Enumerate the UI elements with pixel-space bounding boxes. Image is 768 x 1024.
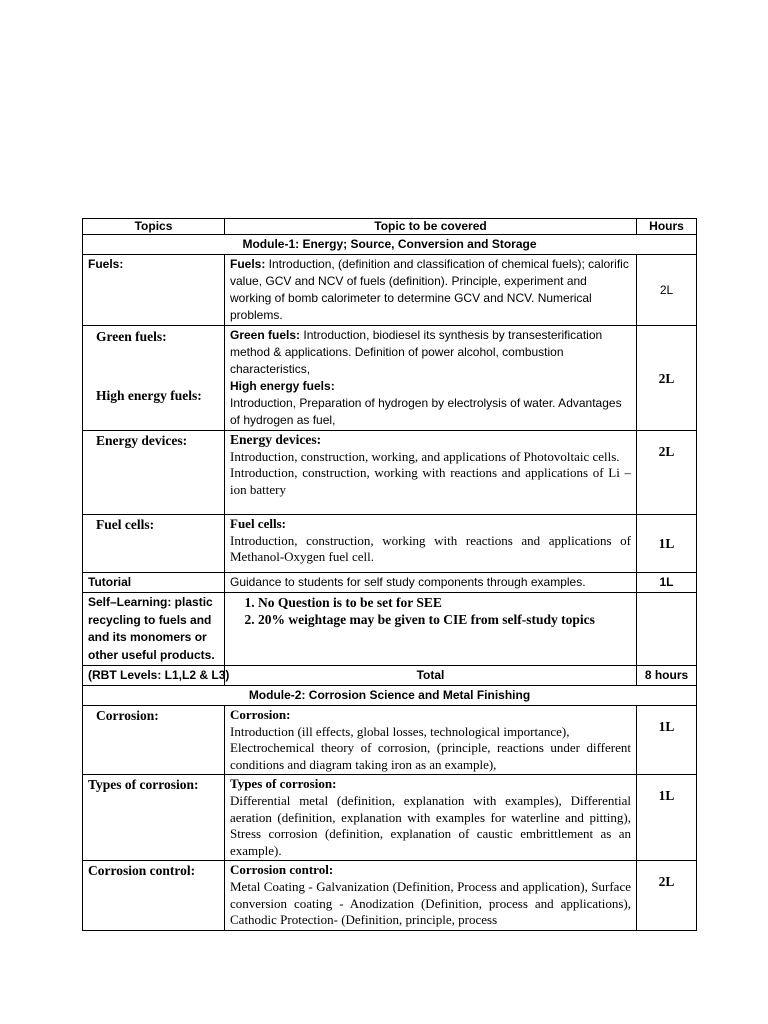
content-text: Introduction, biodiesel its synthesis by transesterification method & applications. Definition of power alcohol, combustion characteristics, xyxy=(230,328,603,376)
hours-fuels: 2L xyxy=(637,255,697,326)
content-text: Introduction, construction, working, and applications of Photovoltaic cells. xyxy=(230,448,620,464)
self-learning-list xyxy=(230,594,631,628)
content-text: Metal Coating - Galvanization (Definition, Process and application), Surface conversion coating - Anodization (Definition, process and applications), Cathodic Protection- (Definition, principle, process xyxy=(230,878,631,928)
hours-fuel-cells: 1L xyxy=(637,515,697,573)
content-self-learning xyxy=(225,593,637,666)
content-text: Differential metal (definition, explanation with examples), Differential aeration (definition, explanation with examples for waterline and pitting), Stress corrosion (definition, explanation of caustic embrittlement as an example). xyxy=(230,792,631,858)
content-text: Introduction, (definition and classification of chemical fuels); calorific value, GCV and NCV of fuels (definition). Principle, experiment and working of bomb calorimeter to determine GCV and NCV. Numerical problems. xyxy=(230,257,629,322)
content-corrosion xyxy=(225,706,637,775)
rbt-levels: (RBT Levels: L1,L2 & L3) xyxy=(83,666,225,686)
table-row xyxy=(83,861,697,930)
table-row xyxy=(83,706,697,775)
content-green-fuels xyxy=(225,326,637,431)
topic-green-fuels xyxy=(83,326,225,431)
list-item: 1. No Question is to be set for SEE xyxy=(258,594,631,611)
topic-fuel-cells: Fuel cells: xyxy=(83,515,225,573)
hours-energy-devices: 2L xyxy=(637,431,697,515)
module-1-row xyxy=(83,235,697,255)
header-topics: Topics xyxy=(83,219,225,235)
module-2-row xyxy=(83,686,697,706)
topic-fuels: Fuels: xyxy=(83,255,225,326)
content-heading: High energy fuels: xyxy=(230,379,335,393)
topic-corrosion: Corrosion: xyxy=(83,706,225,775)
content-heading: Energy devices: xyxy=(230,432,322,447)
topic-green-label: Green fuels: xyxy=(96,329,167,344)
topic-corrosion-control: Corrosion control: xyxy=(83,861,225,930)
list-item: 2. 20% weightage may be given to CIE from self-study topics xyxy=(258,611,631,628)
table-row xyxy=(83,255,697,326)
content-fuels xyxy=(225,255,637,326)
hours-tutorial: 1L xyxy=(637,573,697,593)
total-label: Total xyxy=(225,666,637,686)
content-text: Electrochemical theory of corrosion, (principle, reactions under different conditions and diagram taking iron as an example), xyxy=(230,740,631,772)
table-row xyxy=(83,666,697,686)
total-hours: 8 hours xyxy=(637,666,697,686)
content-heading: Fuels: xyxy=(230,257,266,271)
hours-types-of-corrosion: 1L xyxy=(637,775,697,861)
table-row xyxy=(83,593,697,666)
content-heading: Corrosion control: xyxy=(230,862,334,878)
content-text: Introduction (ill effects, global losses, technological importance), xyxy=(230,723,570,739)
module-1-title: Module-1: Energy; Source, Conversion and Storage xyxy=(83,235,697,255)
hours-corrosion-control: 2L xyxy=(637,861,697,930)
content-types-of-corrosion xyxy=(225,775,637,861)
module-2-title: Module-2: Corrosion Science and Metal Finishing xyxy=(83,686,697,706)
content-tutorial: Guidance to students for self study components through examples. xyxy=(225,573,637,593)
content-heading: Green fuels: xyxy=(230,328,301,342)
table-row xyxy=(83,431,697,515)
syllabus-table xyxy=(82,218,697,931)
content-heading: Fuel cells: xyxy=(230,516,286,531)
content-fuel-cells xyxy=(225,515,637,573)
content-heading: Corrosion: xyxy=(230,707,291,722)
content-text: Introduction, Preparation of hydrogen by electrolysis of water. Advantages of hydrogen as fuel, xyxy=(230,396,622,427)
content-energy-devices xyxy=(225,431,637,515)
hours-green-fuels: 2L xyxy=(637,326,697,431)
header-hours: Hours xyxy=(637,219,697,235)
header-row xyxy=(83,219,697,235)
topic-self-learning: Self–Learning: plastic recycling to fuels and and its monomers or other useful products. xyxy=(83,593,225,666)
topic-tutorial: Tutorial xyxy=(83,573,225,593)
hours-corrosion: 1L xyxy=(637,706,697,775)
table-row xyxy=(83,573,697,593)
header-topic-covered: Topic to be covered xyxy=(225,219,637,235)
topic-types-of-corrosion: Types of corrosion: xyxy=(83,775,225,861)
table-row xyxy=(83,775,697,861)
content-text: Introduction, construction, working with reactions and applications of Methanol-Oxygen fuel cell. xyxy=(230,532,631,565)
content-corrosion-control xyxy=(225,861,637,930)
topic-high-energy-label: High energy fuels: xyxy=(96,388,202,403)
content-text: Introduction, construction, working with reactions and applications of Li – ion battery xyxy=(230,465,631,497)
topic-energy-devices: Energy devices: xyxy=(83,431,225,515)
table-row xyxy=(83,515,697,573)
hours-self-learning xyxy=(637,593,697,666)
table-row xyxy=(83,326,697,431)
content-heading: Types of corrosion: xyxy=(230,776,337,792)
